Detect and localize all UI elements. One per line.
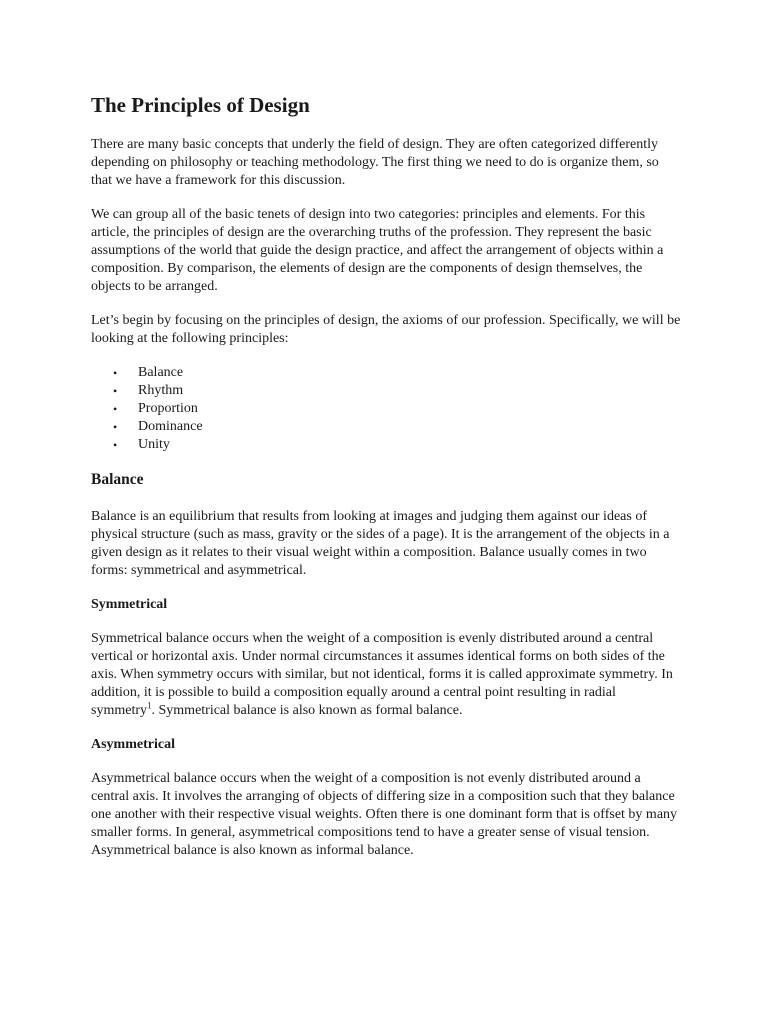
list-item-label: Dominance — [138, 419, 203, 434]
bullet-icon: • — [113, 420, 118, 434]
symmetrical-heading: Symmetrical — [91, 597, 168, 612]
intro-paragraph-3: Let’s begin by focusing on the principles of design, the axioms of our profession. Specifically, we will be looking at the following principles: — [91, 313, 681, 346]
list-item-label: Rhythm — [138, 383, 184, 398]
list-item-label: Proportion — [138, 401, 198, 416]
symmetrical-paragraph — [91, 630, 681, 720]
principles-list — [91, 364, 681, 454]
list-item — [91, 436, 681, 454]
list-item — [91, 382, 681, 400]
asymmetrical-heading: Asymmetrical — [91, 737, 175, 752]
document-page — [91, 92, 681, 876]
intro-paragraph-2: We can group all of the basic tenets of design into two categories: principles and elements. For this article, the principles of design are the overarching truths of the profession. They represent the basic assumptions of the world that guide the design practice, and affect the arrangement of objects within a composition. By comparison, the elements of design are the components of design themselves, the objects to be arranged. — [91, 207, 664, 294]
bullet-icon: • — [113, 438, 118, 452]
bullet-icon: • — [113, 402, 118, 416]
list-item — [91, 400, 681, 418]
symmetrical-text-start: Symmetrical balance occurs when the weight of a composition is evenly distributed around a central vertical or horizontal axis. Under normal circumstances it assumes identical forms on both sides of the axis. When symmetry occurs with similar, but not identical, forms it is called approximate symmetry. In addition, it is possible to build a composition equally around a central point resulting in radial symmetry — [91, 631, 673, 718]
bullet-icon: • — [113, 366, 118, 380]
list-item — [91, 418, 681, 436]
asymmetrical-paragraph: Asymmetrical balance occurs when the weight of a composition is not evenly distributed around a central axis. It involves the arranging of objects of differing size in a composition such that they balance one another with their respective visual weights. Often there is one dominant form that is offset by many smaller forms. In general, asymmetrical compositions tend to have a greater sense of visual tension. Asymmetrical balance is also known as informal balance. — [91, 771, 678, 858]
list-item-label: Balance — [138, 365, 184, 380]
page-title: The Principles of Design — [91, 93, 310, 117]
footnote-marker[interactable]: 1 — [147, 700, 152, 711]
symmetrical-text-end: . Symmetrical balance is also known as formal balance. — [151, 703, 463, 718]
balance-heading: Balance — [91, 471, 144, 488]
balance-paragraph: Balance is an equilibrium that results from looking at images and judging them against our ideas of physical structure (such as mass, gravity or the sides of a page). It is the arrangement of the objects in a given design as it relates to their visual weight within a composition. Balance usually comes in two forms: symmetrical and asymmetrical. — [91, 509, 670, 578]
intro-paragraph-1: There are many basic concepts that underly the field of design. They are often categorized differently depending on philosophy or teaching methodology. The first thing we need to do is organize them, so that we have a framework for this discussion. — [91, 137, 659, 188]
list-item-label: Unity — [138, 437, 170, 452]
bullet-icon: • — [113, 384, 118, 398]
list-item — [91, 364, 681, 382]
